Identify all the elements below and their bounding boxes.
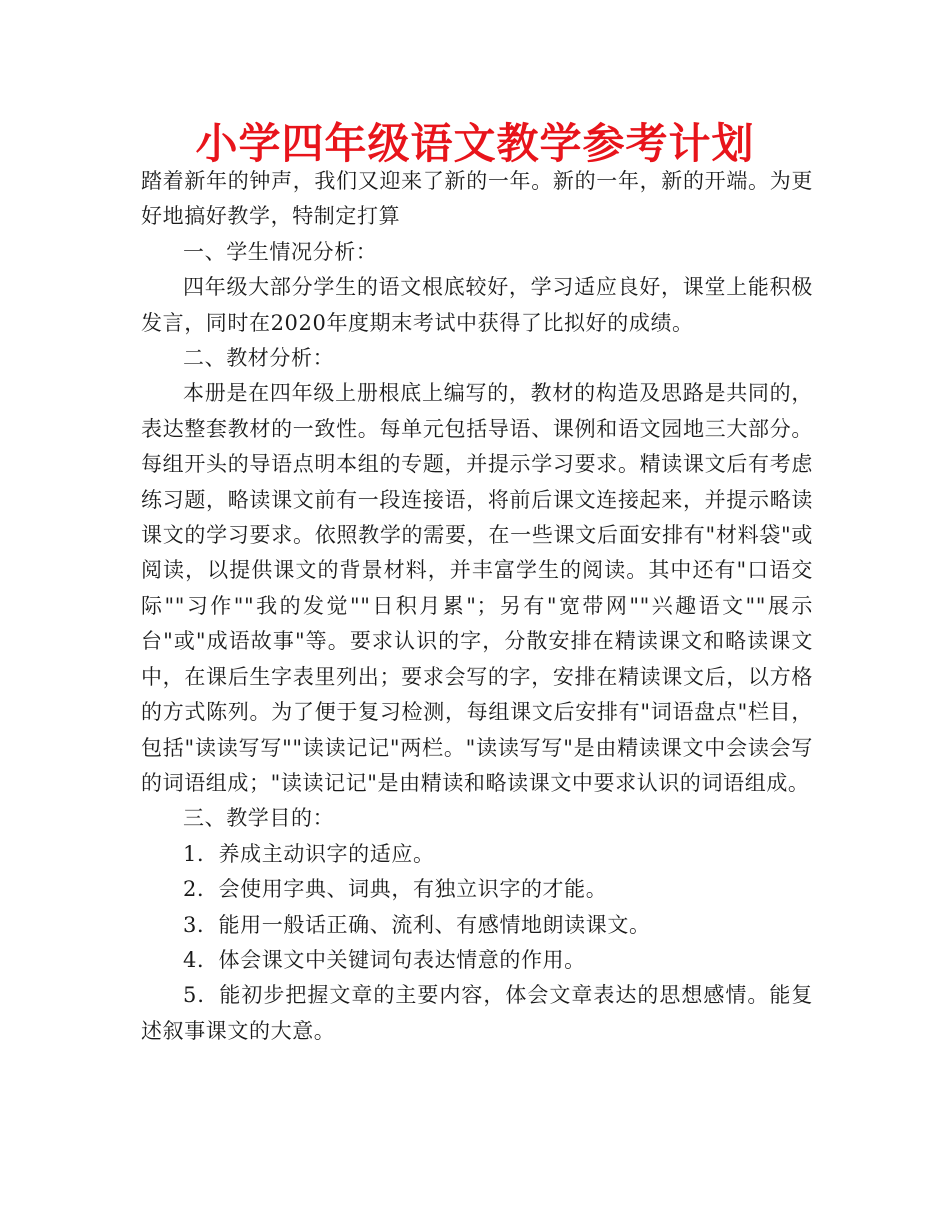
section-heading-student-analysis: 一、学生情况分析： bbox=[183, 239, 378, 264]
teaching-goal-item-1: 1．养成主动识字的适应。 bbox=[183, 841, 435, 866]
document-body bbox=[141, 164, 813, 1049]
teaching-goal-item-4: 4．体会课文中关键词句表达情意的作用。 bbox=[183, 947, 586, 972]
textbook-analysis-paragraph: 本册是在四年级上册根底上编写的，教材的构造及思路是共同的，表达整套教材的一致性。每单元包括导语、课例和语文园地三大部分。每组开头的导语点明本组的专题，并提示学习要求。精读课文后有考虑练习题，略读课文前有一段连接语，将前后课文连接起来，并提示略读课文的学习要求。依照教学的需要，在一些课文后面安排有"材料袋"或阅读，以提供课文的背景材料，并丰富学生的阅读。其中还有"口语交际""习作""我的发觉""日积月累"；另有"宽带网""兴趣语文""展示台"或"成语故事"等。要求认识的字，分散安排在精读课文和略读课文中，在课后生字表里列出；要求会写的字，安排在精读课文后，以方格的方式陈列。为了便于复习检测，每组课文后安排有"词语盘点"栏目，包括"读读写写""读读记记"两栏。"读读写写"是由精读课文中会读会写的词语组成；"读读记记"是由精读和略读课文中要求认识的词语组成。 bbox=[141, 381, 813, 795]
section-heading-teaching-goals: 三、教学目的： bbox=[183, 806, 335, 831]
teaching-goal-item-2: 2．会使用字典、词典，有独立识字的才能。 bbox=[183, 877, 608, 902]
teaching-goal-item-5: 5．能初步把握文章的主要内容，体会文章表达的思想感情。能复述叙事课文的大意。 bbox=[141, 983, 813, 1043]
student-analysis-paragraph: 四年级大部分学生的语文根底较好，学习适应良好，课堂上能积极发言，同时在2020年度期末考试中获得了比拟好的成绩。 bbox=[141, 275, 813, 335]
document-title: 小学四年级语文教学参考计划 bbox=[195, 119, 755, 168]
teaching-goal-item-3: 3．能用一般话正确、流利、有感情地朗读课文。 bbox=[183, 912, 651, 937]
section-heading-textbook-analysis: 二、教材分析： bbox=[183, 346, 335, 371]
intro-paragraph: 踏着新年的钟声，我们又迎来了新的一年。新的一年，新的开端。为更好地搞好教学，特制定打算 bbox=[141, 169, 813, 229]
